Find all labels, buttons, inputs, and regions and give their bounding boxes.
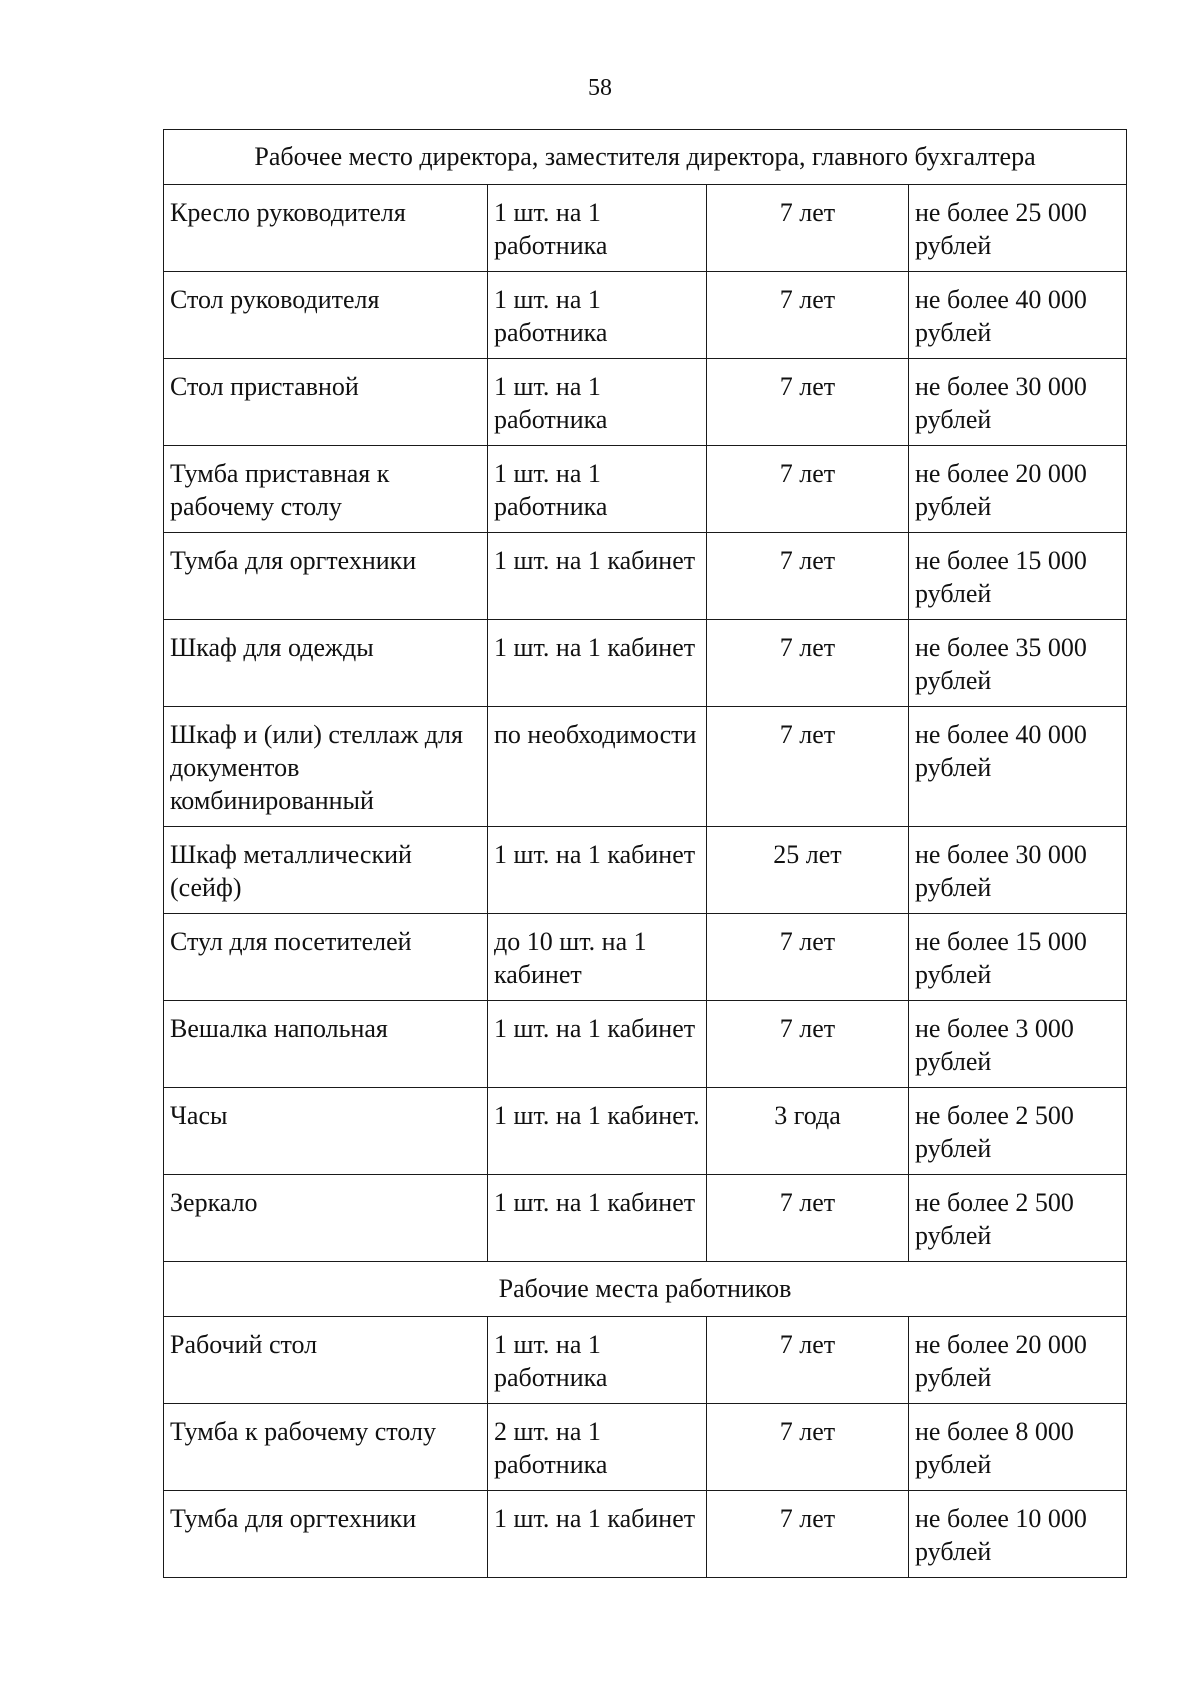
table-row	[164, 446, 1127, 533]
item-quantity: 1 шт. на 1 работника	[488, 446, 707, 533]
table-row	[164, 707, 1127, 827]
table-row	[164, 272, 1127, 359]
item-price: не более 2 500 рублей	[909, 1088, 1127, 1175]
item-quantity: 2 шт. на 1 работника	[488, 1404, 707, 1491]
item-quantity: 1 шт. на 1 кабинет	[488, 1491, 707, 1578]
item-name: Тумба к рабочему столу	[164, 1404, 488, 1491]
item-term: 7 лет	[707, 185, 909, 272]
item-quantity: 1 шт. на 1 работника	[488, 1317, 707, 1404]
item-quantity: 1 шт. на 1 кабинет.	[488, 1088, 707, 1175]
item-price: не более 30 000 рублей	[909, 827, 1127, 914]
item-term: 7 лет	[707, 1491, 909, 1578]
table-row	[164, 1001, 1127, 1088]
item-quantity: 1 шт. на 1 кабинет	[488, 1175, 707, 1262]
item-term: 7 лет	[707, 620, 909, 707]
item-price: не более 25 000 рублей	[909, 185, 1127, 272]
item-name: Шкаф металлический (сейф)	[164, 827, 488, 914]
item-name: Стул для посетителей	[164, 914, 488, 1001]
table-row	[164, 1404, 1127, 1491]
item-term: 7 лет	[707, 1001, 909, 1088]
item-name: Рабочий стол	[164, 1317, 488, 1404]
item-term: 25 лет	[707, 827, 909, 914]
table-row	[164, 1175, 1127, 1262]
section-header-row	[164, 130, 1127, 185]
table-row	[164, 1088, 1127, 1175]
item-price: не более 8 000 рублей	[909, 1404, 1127, 1491]
item-term: 7 лет	[707, 707, 909, 827]
item-price: не более 35 000 рублей	[909, 620, 1127, 707]
item-name: Тумба для оргтехники	[164, 1491, 488, 1578]
table-row	[164, 1317, 1127, 1404]
item-quantity: 1 шт. на 1 кабинет	[488, 620, 707, 707]
item-quantity: 1 шт. на 1 работника	[488, 272, 707, 359]
table-row	[164, 620, 1127, 707]
item-name: Зеркало	[164, 1175, 488, 1262]
table-row	[164, 359, 1127, 446]
item-term: 7 лет	[707, 1404, 909, 1491]
section-title: Рабочие места работников	[164, 1262, 1127, 1317]
item-name: Стол приставной	[164, 359, 488, 446]
item-quantity: 1 шт. на 1 работника	[488, 185, 707, 272]
item-name: Часы	[164, 1088, 488, 1175]
item-name: Стол руководителя	[164, 272, 488, 359]
item-price: не более 20 000 рублей	[909, 1317, 1127, 1404]
item-price: не более 15 000 рублей	[909, 914, 1127, 1001]
item-quantity: по необходимости	[488, 707, 707, 827]
item-quantity: 1 шт. на 1 кабинет	[488, 827, 707, 914]
item-term: 7 лет	[707, 446, 909, 533]
item-name: Шкаф для одежды	[164, 620, 488, 707]
item-name: Тумба приставная к рабочему столу	[164, 446, 488, 533]
item-price: не более 20 000 рублей	[909, 446, 1127, 533]
table-row	[164, 533, 1127, 620]
table-row	[164, 185, 1127, 272]
table-row	[164, 827, 1127, 914]
item-price: не более 15 000 рублей	[909, 533, 1127, 620]
item-term: 7 лет	[707, 272, 909, 359]
item-name: Кресло руководителя	[164, 185, 488, 272]
item-price: не более 40 000 рублей	[909, 272, 1127, 359]
item-price: не более 2 500 рублей	[909, 1175, 1127, 1262]
item-term: 7 лет	[707, 1175, 909, 1262]
item-term: 7 лет	[707, 533, 909, 620]
item-quantity: 1 шт. на 1 кабинет	[488, 533, 707, 620]
item-term: 3 года	[707, 1088, 909, 1175]
table-row	[164, 1491, 1127, 1578]
table-row	[164, 914, 1127, 1001]
item-term: 7 лет	[707, 914, 909, 1001]
item-price: не более 10 000 рублей	[909, 1491, 1127, 1578]
item-quantity: 1 шт. на 1 работника	[488, 359, 707, 446]
section-title: Рабочее место директора, заместителя директора, главного бухгалтера	[164, 130, 1127, 185]
item-price: не более 40 000 рублей	[909, 707, 1127, 827]
item-name: Шкаф и (или) стеллаж для документов комбинированный	[164, 707, 488, 827]
item-price: не более 3 000 рублей	[909, 1001, 1127, 1088]
item-name: Вешалка напольная	[164, 1001, 488, 1088]
section-header-row	[164, 1262, 1127, 1317]
item-name: Тумба для оргтехники	[164, 533, 488, 620]
item-term: 7 лет	[707, 359, 909, 446]
item-term: 7 лет	[707, 1317, 909, 1404]
furniture-norms-table	[163, 129, 1127, 1578]
item-price: не более 30 000 рублей	[909, 359, 1127, 446]
item-quantity: до 10 шт. на 1 кабинет	[488, 914, 707, 1001]
page-number: 58	[588, 75, 612, 101]
item-quantity: 1 шт. на 1 кабинет	[488, 1001, 707, 1088]
